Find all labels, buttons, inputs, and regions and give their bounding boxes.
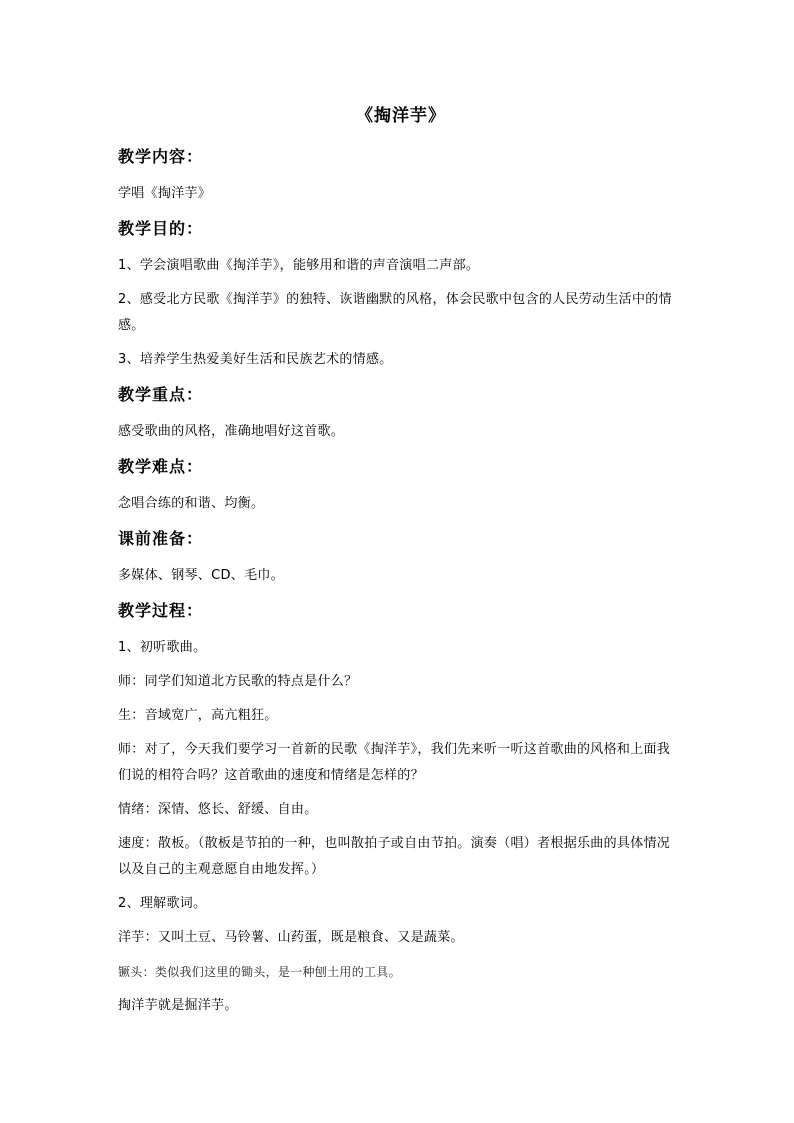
process-line-6: 速度：散板。（散板是节拍的一种，也叫散拍子或自由节拍。演奏（唱）者根据乐曲的具体情况以及自己的主观意愿自由地发挥。）	[118, 836, 671, 877]
document-title: 《掏洋芋》	[356, 106, 446, 126]
difficulties-text: 念唱合练的和谐、均衡。	[118, 496, 265, 511]
section-heading-preparation: 课前准备：	[118, 529, 204, 548]
process-line-5: 情绪：深情、悠长、舒缓、自由。	[118, 802, 318, 817]
process-line-4: 师：对了，今天我们要学习一首新的民歌《掏洋芋》，我们先来听一听这首歌曲的风格和上面我们说的相符合吗？这首歌曲的速度和情绪是怎样的？	[118, 742, 671, 783]
process-line-1: 1、初听歌曲。	[118, 640, 207, 655]
section-heading-process: 教学过程：	[118, 601, 204, 620]
section-heading-goals: 教学目的：	[118, 219, 204, 238]
goal-item-3: 3、培养学生热爱美好生活和民族艺术的情感。	[118, 352, 393, 367]
section-heading-key-points: 教学重点：	[118, 385, 204, 404]
process-line-9: 镢头：类似我们这里的锄头，是一种刨土用的工具。	[118, 965, 401, 979]
process-line-7: 2、理解歌词。	[118, 896, 207, 911]
process-line-3: 生：音域宽广，高亢粗狂。	[118, 708, 278, 723]
preparation-text: 多媒体、钢琴、CD、毛巾。	[118, 568, 284, 583]
section-heading-difficulties: 教学难点：	[118, 457, 204, 476]
goal-item-1: 1、学会演唱歌曲《掏洋芋》，能够用和谐的声音演唱二声部。	[118, 258, 480, 273]
key-points-text: 感受歌曲的风格，准确地唱好这首歌。	[118, 424, 345, 439]
section-heading-content: 教学内容：	[118, 147, 204, 166]
process-line-8: 洋芋：又叫土豆、马铃薯、山药蛋，既是粮食、又是蔬菜。	[118, 930, 464, 945]
goal-item-2: 2、感受北方民歌《掏洋芋》的独特、诙谐幽默的风格，体会民歌中包含的人民劳动生活中的情感。	[118, 292, 672, 333]
document-body	[118, 103, 678, 1027]
process-line-10: 掏洋芋就是掘洋芋。	[118, 998, 238, 1013]
content-text: 学唱《掏洋芋》	[118, 186, 212, 201]
process-line-2: 师：同学们知道北方民歌的特点是什么？	[118, 674, 358, 689]
